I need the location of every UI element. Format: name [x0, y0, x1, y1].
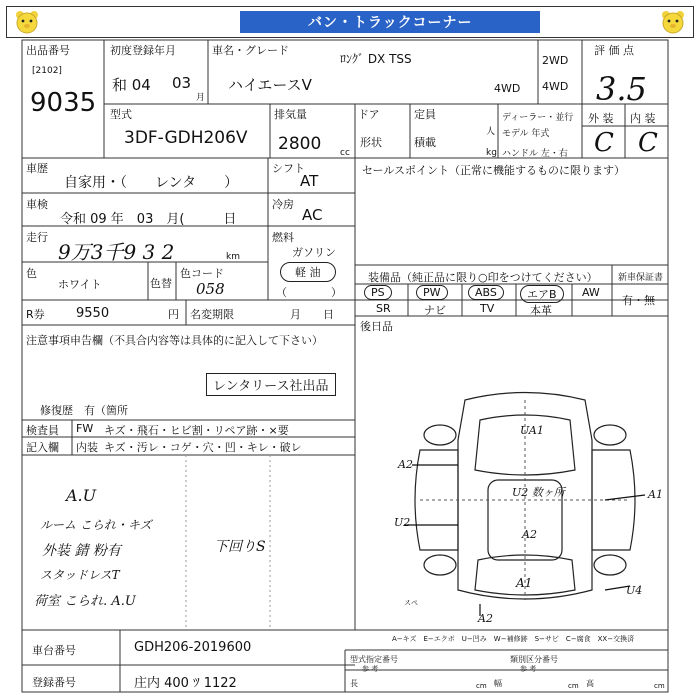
class-label: 類別区分番号 [510, 655, 558, 664]
type-ref: 参 考 [362, 665, 379, 673]
dealer-line3: ハンドル 左・右 [502, 149, 568, 159]
diag-a1-rear: A1 [516, 576, 533, 590]
score-ext: C [594, 128, 614, 158]
dealer-line2: モデル 年式 [502, 129, 550, 139]
first-reg-era: 和 04 [112, 76, 151, 94]
chassis-value: GDH206-2019600 [134, 640, 252, 655]
inspection-value: 令和 09 年 03 月( 日 [60, 212, 237, 227]
recycle-value: 9550 [76, 306, 110, 321]
score-ext-label: 外 装 [588, 112, 614, 125]
chassis-label: 車台番号 [32, 644, 76, 657]
diag-u4: U4 [626, 584, 643, 597]
length-unit: cm [476, 682, 487, 690]
disp-label: 排気量 [274, 108, 307, 121]
title-deadline-value: 月 日 [290, 308, 334, 321]
mileage-unit: km [226, 252, 240, 262]
model-value: 3DF-GDH206V [124, 128, 248, 148]
fw-items: キズ・飛石・ヒビ割・リペア跡・×要 [104, 424, 289, 437]
first-reg-label: 初度登録年月 [110, 44, 176, 57]
rear-items-label: 後日品 [360, 320, 393, 333]
score-int-label: 内 装 [630, 112, 656, 125]
repair-history: 修復歴 有（箇所 [40, 404, 128, 417]
plate-value: 庄内 400 ﾂ 1122 [134, 676, 237, 691]
lot-label: 出品番号 [26, 44, 70, 57]
recycle-label: R券 [26, 308, 45, 321]
hand-line5: 荷室 こられ. A.U [34, 594, 136, 609]
diag-spare: スぺ [404, 599, 418, 607]
width-unit: cm [568, 682, 579, 690]
color-change-label: 色替 [150, 277, 172, 290]
diag-a2-left: A2 [398, 458, 413, 471]
diag-a2-bottom: A2 [478, 612, 493, 625]
car-grade: ﾛﾝｸﾞ DX TSS [340, 52, 412, 66]
height-label: 高 [586, 679, 594, 688]
hand-line3: 外装 錆 粉有 [42, 543, 121, 559]
score-label: 評 価 点 [594, 44, 634, 57]
interior-label: 内装 [76, 441, 98, 454]
load-label: 積載 [414, 136, 436, 149]
score-value: 3.5 [596, 70, 647, 108]
diag-u2: U2 数ヶ所 [512, 486, 565, 499]
diag-ua1: UA1 [520, 424, 544, 437]
color-value: ホワイト [58, 278, 102, 291]
usage-label: 車歴 [26, 162, 48, 175]
equip-airbag: エアB [520, 285, 564, 303]
legend-text: A−キズ E−エクボ U−凹み W−補修跡 S−サビ C−腐食 XX−交換済 [392, 635, 635, 643]
equip-pw: PW [416, 285, 448, 300]
disp-unit: cc [340, 148, 350, 158]
door-label: ドア [358, 108, 380, 121]
length-label: 長 [350, 679, 358, 688]
shift-label: シフト [272, 162, 305, 175]
equip-aw: AW [582, 286, 600, 299]
aircon-value: AC [302, 206, 323, 224]
capacity-label: 定員 [414, 108, 436, 121]
inspector-label-2: 記入欄 [26, 441, 59, 454]
drive-4wd-main: 4WD [494, 82, 521, 95]
inspector-label: 検査員 [26, 424, 59, 437]
fuel-diesel: 軽 油 [280, 262, 336, 282]
title-deadline-label: 名変期限 [190, 308, 234, 321]
shape-label: 形状 [360, 136, 382, 149]
drive-4wd: 4WD [542, 80, 569, 93]
car-name: ハイエースV [228, 76, 312, 94]
equip-abs: ABS [468, 285, 504, 300]
rental-stamp: レンタリース社出品 [206, 373, 336, 396]
fuel-label: 燃料 [272, 231, 294, 244]
fuel-paren: （ ） [276, 286, 342, 299]
height-unit: cm [654, 682, 665, 690]
usage-value: 自家用・（ レンタ ） [64, 175, 239, 191]
dealer-line1: ディーラー・並行 [502, 113, 574, 123]
color-label: 色 [26, 267, 37, 280]
equip-leather: 本革 [530, 304, 552, 317]
hand-line4: スタッドレスT [40, 568, 120, 582]
equip-tv: TV [480, 302, 495, 315]
shift-value: AT [300, 172, 319, 190]
interior-items: キズ・汚レ・コゲ・穴・凹・キレ・破レ [104, 441, 302, 454]
warranty-label: 新車保証書 [618, 273, 664, 283]
width-label: 幅 [494, 679, 502, 688]
first-reg-month-unit: 月 [196, 93, 206, 103]
model-label: 型式 [110, 108, 132, 121]
plate-label: 登録番号 [32, 676, 76, 689]
mileage-value: 9万3千9 3 2 [58, 240, 175, 264]
warranty-value: 有・無 [622, 294, 655, 307]
class-ref: 参 考 [520, 665, 537, 673]
hand-underside: 下回りS [214, 539, 266, 555]
diag-a1-right: A1 [648, 488, 663, 501]
equipment-label: 装備品（純正品に限り○印をつけてください） [368, 271, 598, 284]
diag-a2-center: A2 [522, 528, 537, 541]
disp-value: 2800 [278, 134, 322, 154]
inspection-label: 車検 [26, 198, 48, 211]
diag-u2-left: U2 [394, 516, 411, 529]
score-int: C [638, 128, 658, 158]
drive-2wd: 2WD [542, 54, 569, 67]
aircon-label: 冷房 [272, 198, 294, 211]
lot-sub: [2102] [32, 66, 62, 76]
hand-line2: ルーム こられ・キズ [40, 518, 152, 532]
fw-label: FW [76, 422, 94, 435]
color-code-label: 色コード [180, 267, 224, 280]
color-code: 058 [196, 280, 225, 298]
load-unit: kg [486, 148, 497, 158]
equip-navi: ナビ [424, 304, 446, 317]
lot-number: 9035 [30, 88, 97, 118]
header-title: バン・トラックコーナー [240, 11, 540, 33]
equip-sr: SR [376, 302, 391, 315]
hand-line1: A.U [66, 486, 97, 505]
first-reg-month: 03 [172, 74, 192, 92]
equip-ps: PS [364, 285, 392, 300]
fuel-gas: ガソリン [292, 246, 336, 259]
notes-label: 注意事項申告欄（不具合内容等は具体的に記入して下さい） [26, 334, 323, 347]
mileage-label: 走行 [26, 231, 48, 244]
recycle-unit: 円 [168, 308, 179, 321]
sales-point-label: セールスポイント（正常に機能するものに限ります） [362, 164, 626, 177]
capacity-unit: 人 [486, 127, 496, 137]
type-label: 型式指定番号 [350, 655, 398, 664]
car-label: 車名・グレード [212, 44, 289, 57]
